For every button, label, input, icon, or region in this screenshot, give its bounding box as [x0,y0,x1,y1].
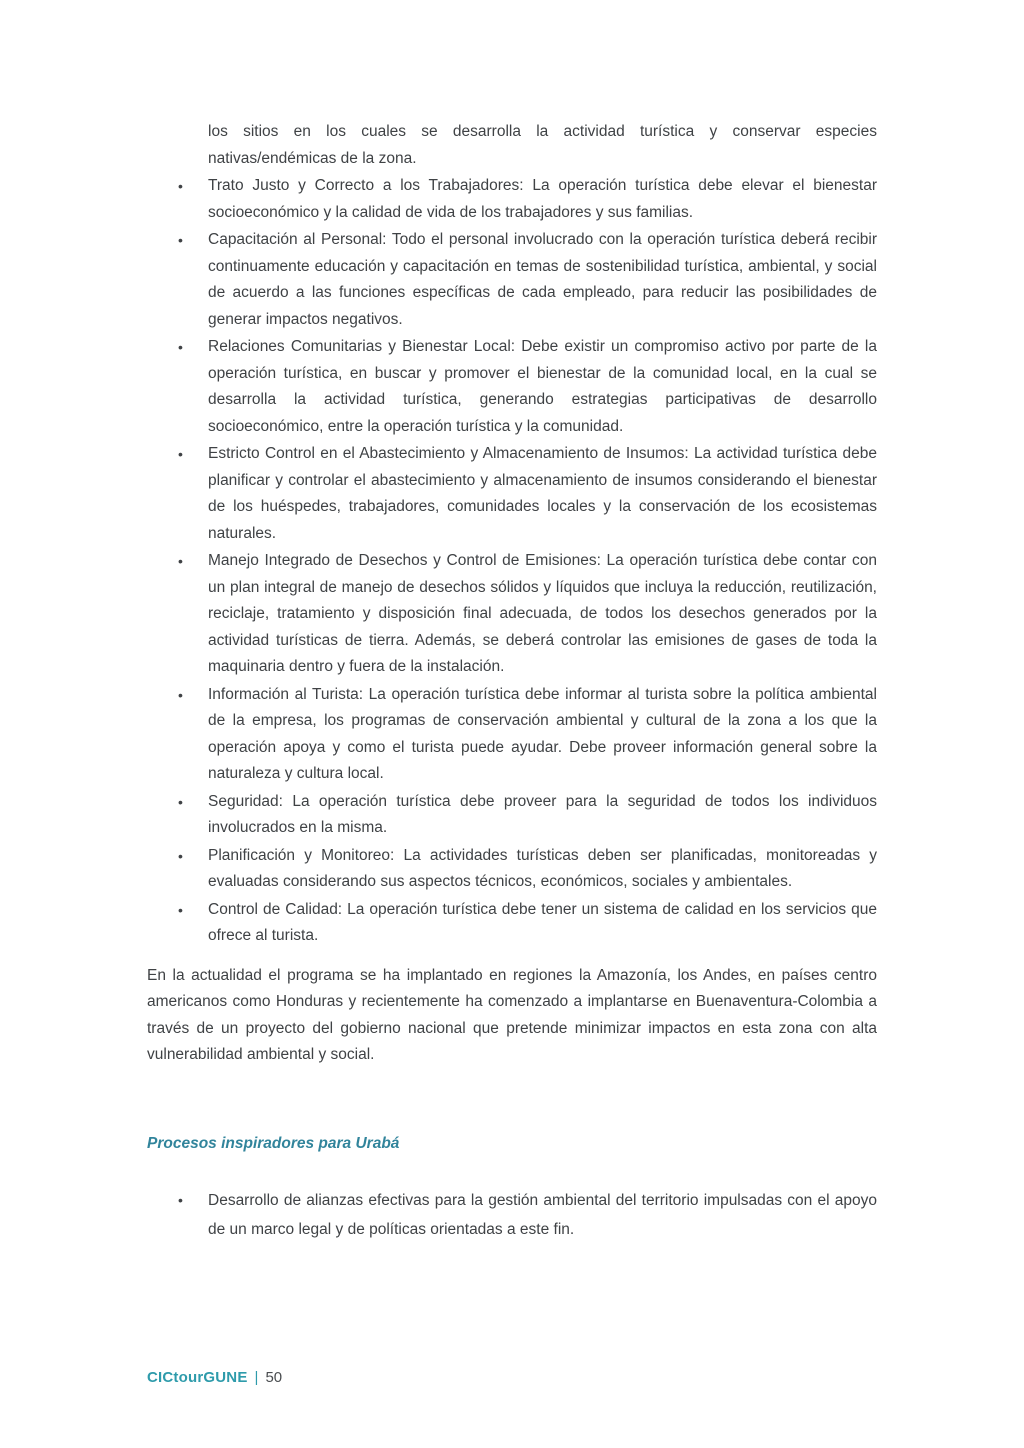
page-number: 50 [265,1369,283,1386]
bullet-text: Manejo Integrado de Desechos y Control de Emisiones: La operación turística debe contar con un plan integral de manejo de desechos sólidos y líquidos que incluya la reducción, reutilización, reciclaje, tratamiento y disposición final adecuada, de todos los desechos generados por la actividad turísticas de tierra. Además, se deberá controlar las emisiones de gases de toda la maquinaria dentro y fuera de la instalación. [208,552,877,675]
bullet-text: Trato Justo y Correcto a los Trabajadores: La operación turística debe elevar el bienestar socioeconómico y la calidad de vida de los trabajadores y sus familias. [208,177,877,221]
list-item [147,548,877,681]
continuation-paragraph: los sitios en los cuales se desarrolla la actividad turística y conservar especies nativas/endémicas de la zona. [208,123,877,167]
bullet-icon: • [178,901,183,918]
bullet-text: Control de Calidad: La operación turística debe tener un sistema de calidad en los servicios que ofrece al turista. [208,900,877,944]
list-item [147,789,877,842]
bullet-icon: • [178,847,183,864]
bullet-icon: • [178,446,183,462]
bullet-icon: • [178,686,183,703]
cictourgune-logo: CICtourGUNE [147,1369,248,1386]
list-item [147,173,877,226]
section-heading: Procesos inspiradores para Urabá [147,1134,400,1152]
bullet-list-second [147,1186,877,1244]
bullet-text: Desarrollo de alianzas efectivas para la gestión ambiental del territorio impulsadas con el apoyo de un marco legal y de políticas orientadas a este fin. [208,1192,877,1238]
bullet-text: Planificación y Monitoreo: La actividades turísticas deben ser planificadas, monitoreadas y evaluadas considerando sus aspectos técnicos, económicos, sociales y ambientales. [208,846,877,890]
bullet-icon: • [178,232,183,248]
body-paragraph: En la actualidad el programa se ha implantado en regiones la Amazonía, los Andes, en países centro americanos como Honduras y recientemente ha comenzado a implantarse en Buenaventura-Colombia a través de un proyecto del gobierno nacional que pretende minimizar impactos en esta zona con alta vulnerabilidad ambiental y social. [147,966,877,1063]
bullet-icon: • [178,339,183,355]
bullet-text: Relaciones Comunitarias y Bienestar Local: Debe existir un compromiso activo por parte de la operación turística, en buscar y promover el bienestar de la comunidad local, en la cual se desarrolla la actividad turística, generando estrategias participativas de desarrollo socioeconómico, entre la operación turística y la comunidad. [208,338,877,435]
list-item [147,227,877,333]
list-item [147,1186,877,1244]
bullet-text: Estricto Control en el Abastecimiento y Almacenamiento de Insumos: La actividad turística debe planificar y controlar el abastecimiento y almacenamiento de insumos considerando el bienestar de los huéspedes, trabajadores, comunidades locales y la conservación de los ecosistemas naturales. [208,445,877,542]
bullet-text: Seguridad: La operación turística debe proveer para la seguridad de todos los individuos involucrados en la misma. [208,792,877,836]
page-content [147,119,877,1245]
bullet-text: Información al Turista: La operación turística debe informar al turista sobre la política ambiental de la empresa, los programas de conservación ambiental y cultural de la zona a los que la operación apoya y como el turista puede ayudar. Debe proveer información general sobre la naturaleza y cultura local. [208,685,877,782]
bullet-icon: • [178,1192,183,1208]
list-item [147,897,877,950]
bullet-icon: • [178,178,183,194]
bullet-list [147,173,877,950]
bullet-icon: • [178,793,183,810]
footer-separator: | [254,1369,259,1386]
page-footer [147,1369,282,1386]
list-item [147,441,877,547]
list-item [147,843,877,896]
bullet-icon: • [178,553,183,569]
bullet-text: Capacitación al Personal: Todo el personal involucrado con la operación turística deberá recibir continuamente educación y capacitación en temas de sostenibilidad turística, ambiental, y social de acuerdo a las funciones específicas de cada empleado, para reducir las posibilidades de generar impactos negativos. [208,231,877,328]
list-item [147,682,877,788]
list-item [147,334,877,440]
